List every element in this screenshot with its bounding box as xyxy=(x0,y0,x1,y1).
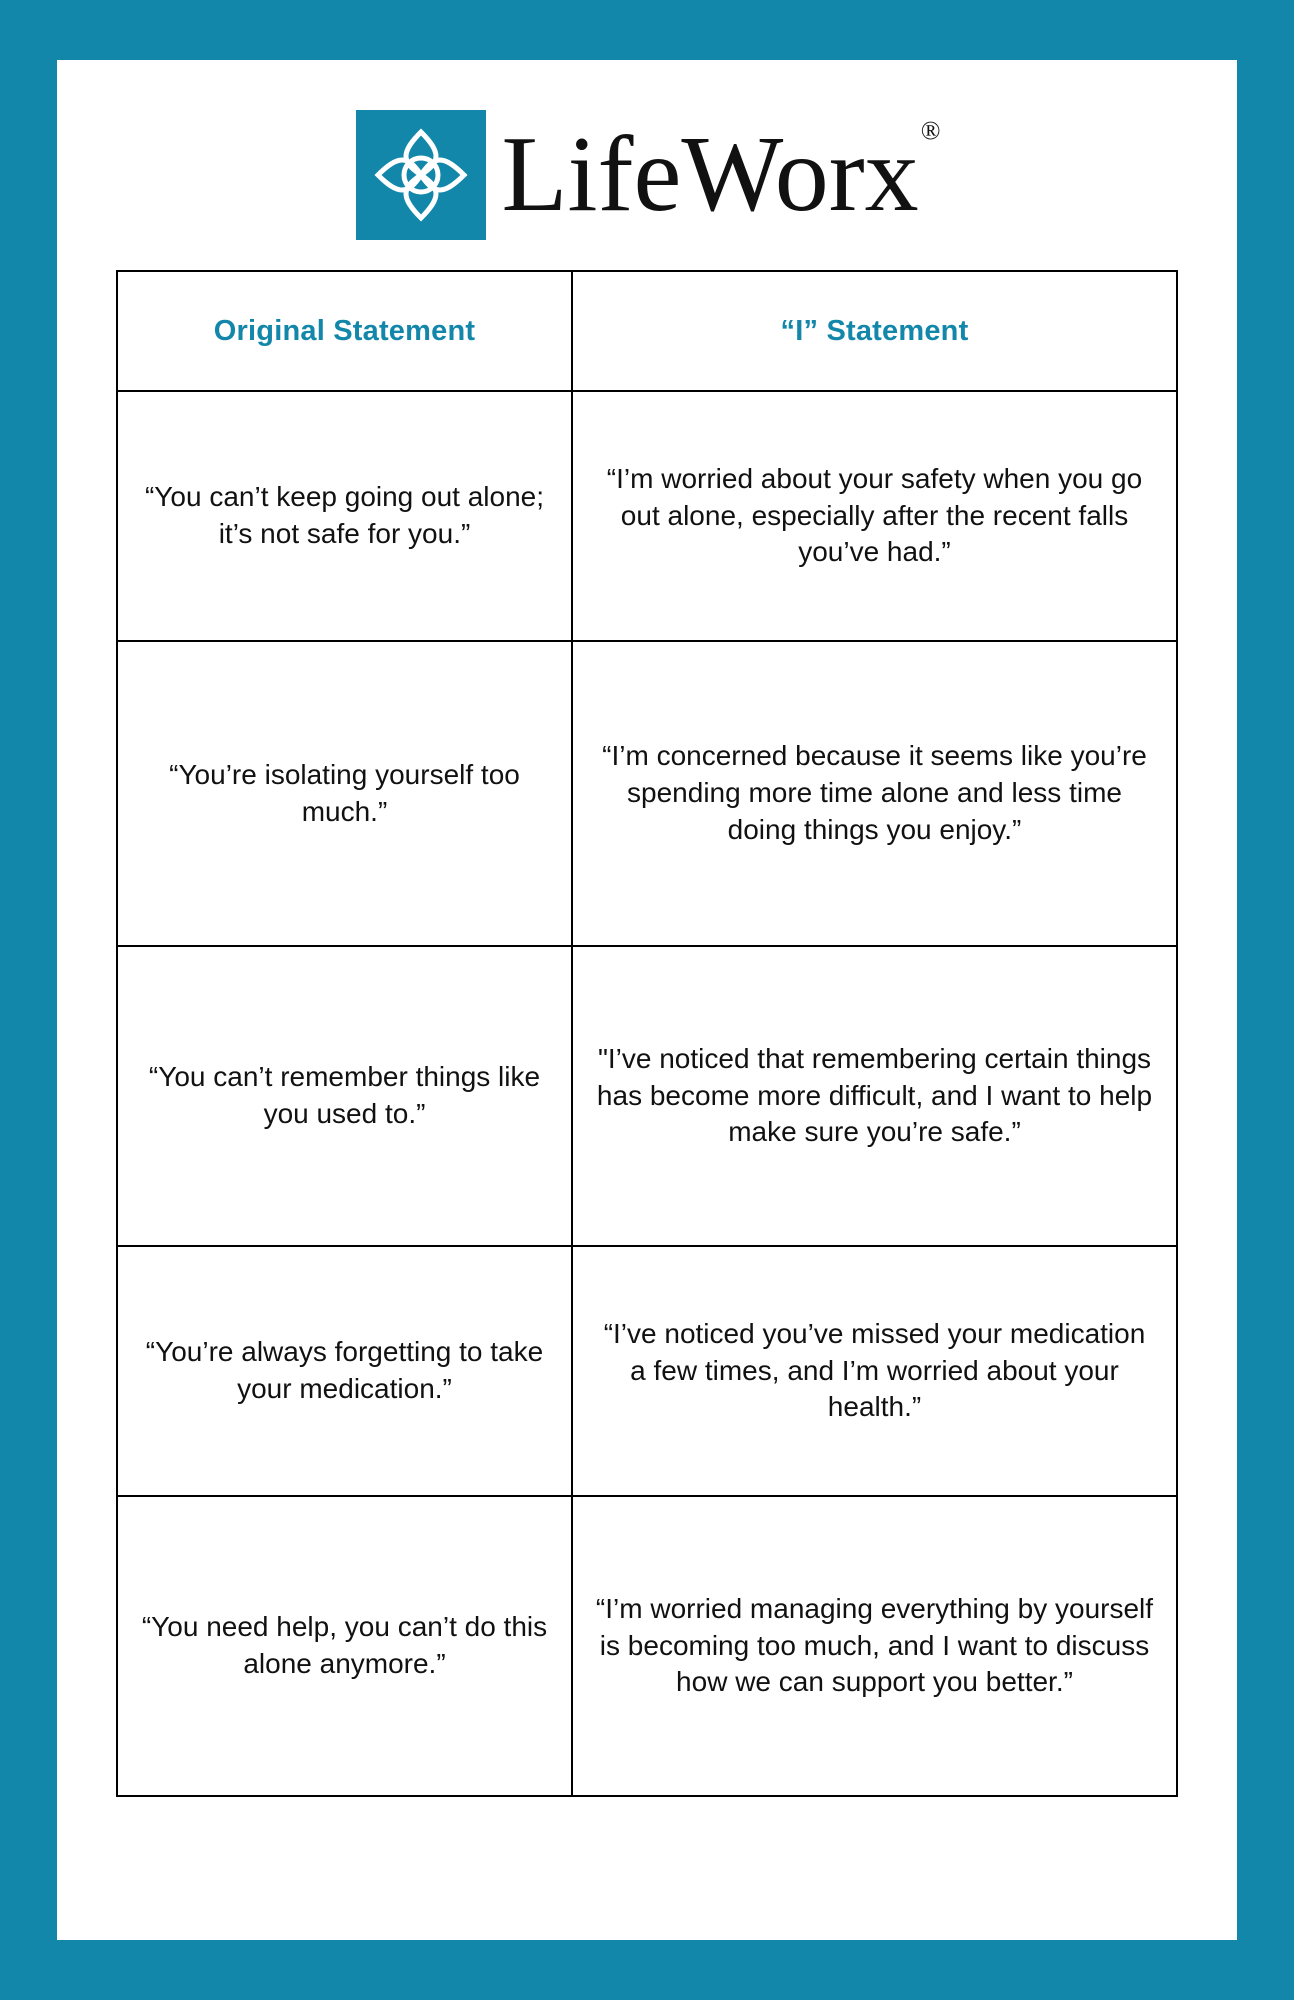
table-row xyxy=(117,1496,1177,1796)
statements-table xyxy=(116,270,1178,1797)
lifeworx-flower-logo-icon xyxy=(356,110,486,240)
original-statement-cell: “You can’t remember things like you used to.” xyxy=(117,946,572,1246)
table-row xyxy=(117,1246,1177,1496)
document-page xyxy=(57,60,1237,1940)
table-row xyxy=(117,641,1177,946)
column-header-i-statement: “I” Statement xyxy=(572,271,1177,391)
original-statement-cell: “You’re isolating yourself too much.” xyxy=(117,641,572,946)
brand-wordmark xyxy=(501,115,941,234)
i-statement-cell: “I’ve noticed you’ve missed your medication a few times, and I’m worried about your health.” xyxy=(572,1246,1177,1496)
brand-header xyxy=(57,60,1237,250)
i-statement-cell: “I’m worried managing everything by yourself is becoming too much, and I want to discuss how we can support you better.” xyxy=(572,1496,1177,1796)
registered-mark: ® xyxy=(920,116,941,145)
original-statement-cell: “You can’t keep going out alone; it’s not safe for you.” xyxy=(117,391,572,641)
table-header-row xyxy=(117,271,1177,391)
i-statement-cell: "I’ve noticed that remembering certain things has become more difficult, and I want to help make sure you’re safe.” xyxy=(572,946,1177,1246)
i-statement-cell: “I’m worried about your safety when you go out alone, especially after the recent falls you’ve had.” xyxy=(572,391,1177,641)
original-statement-cell: “You need help, you can’t do this alone anymore.” xyxy=(117,1496,572,1796)
table-row xyxy=(117,946,1177,1246)
brand-name: LifeWorx xyxy=(501,115,919,234)
i-statement-cell: “I’m concerned because it seems like you’re spending more time alone and less time doing things you enjoy.” xyxy=(572,641,1177,946)
table-row xyxy=(117,391,1177,641)
column-header-original: Original Statement xyxy=(117,271,572,391)
original-statement-cell: “You’re always forgetting to take your medication.” xyxy=(117,1246,572,1496)
